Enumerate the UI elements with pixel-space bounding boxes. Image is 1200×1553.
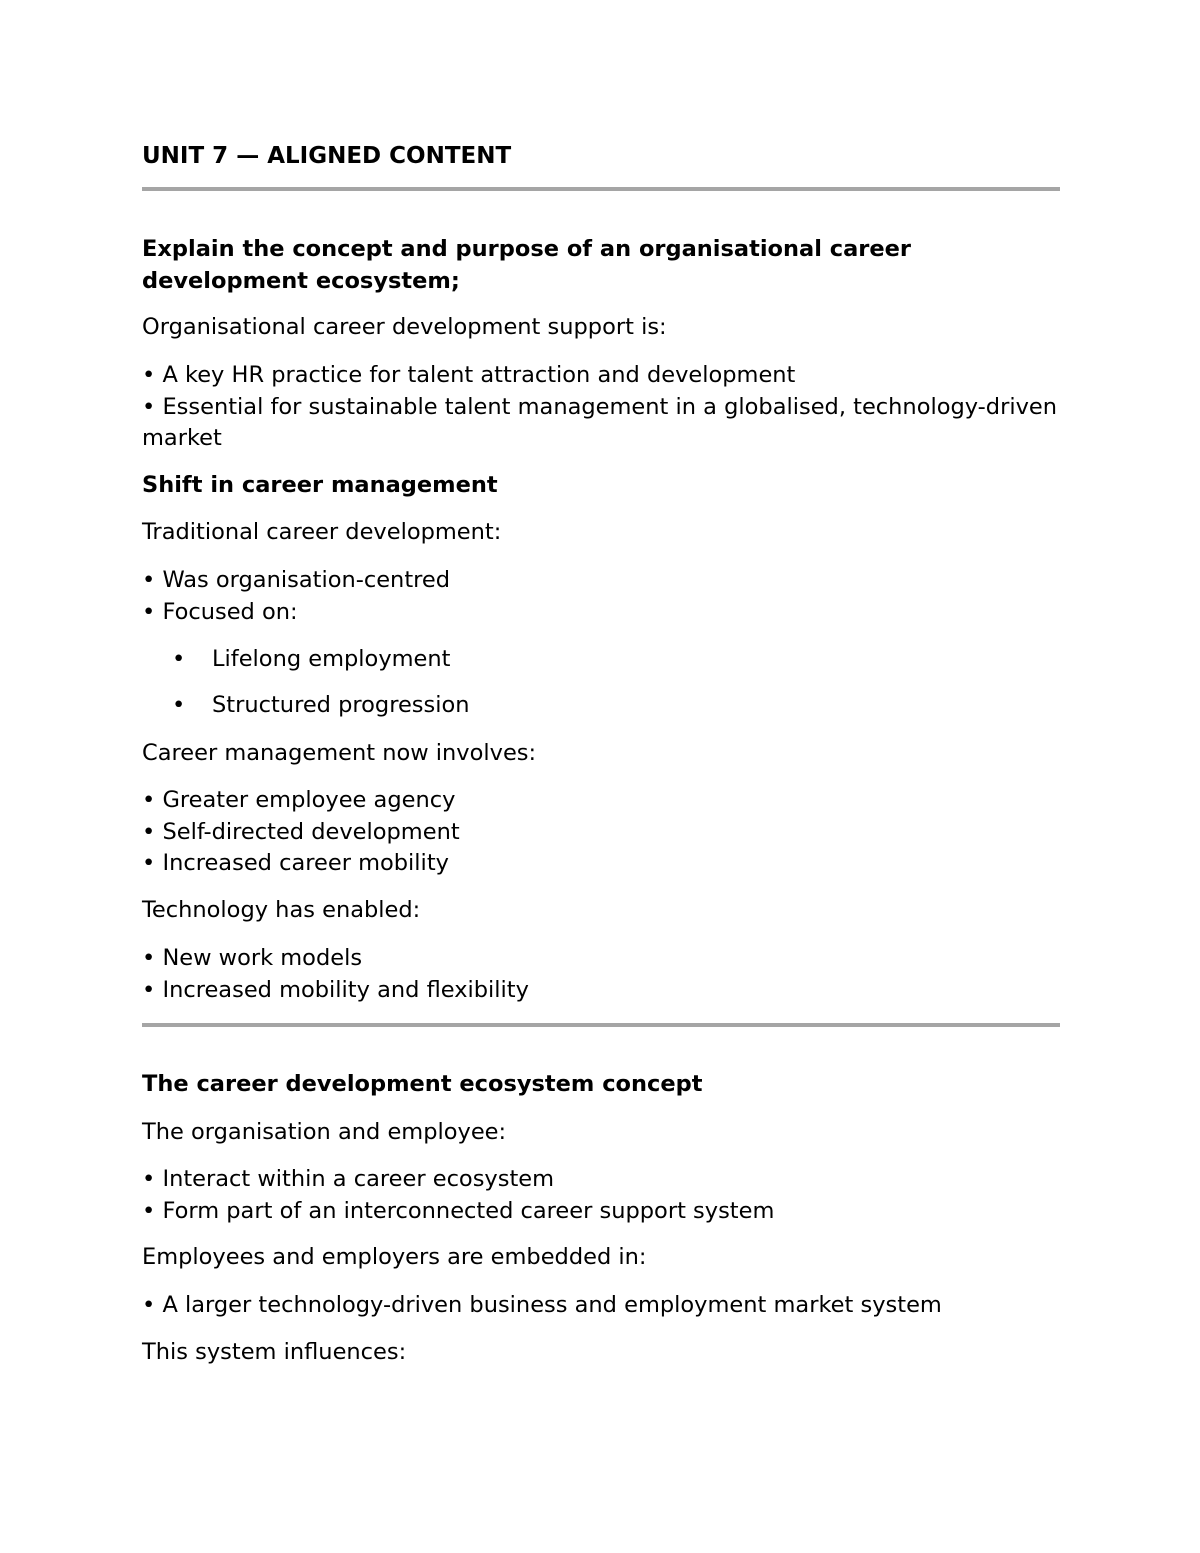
list-item-text: Interact within a career ecosystem <box>162 1166 555 1192</box>
paragraph-block <box>142 738 1060 770</box>
paragraph-block <box>142 1242 1060 1274</box>
bullet-list <box>142 360 1060 455</box>
list-item-text: Greater employee agency <box>162 787 456 813</box>
sub-bullet-list <box>142 690 1060 722</box>
bullet-icon: • <box>142 976 156 1003</box>
paragraph-block <box>142 1337 1060 1369</box>
list-item <box>142 1290 1060 1322</box>
section-heading-block <box>142 1069 1060 1101</box>
list-item <box>142 565 1060 597</box>
bullet-icon: • <box>142 1166 156 1192</box>
bullet-list <box>142 943 1060 1006</box>
sub-bullet-list <box>142 644 1060 676</box>
list-item <box>142 360 1060 392</box>
sub-bullet-list-block <box>142 644 1060 676</box>
list-item-text: Increased mobility and flexibility <box>162 976 529 1003</box>
section-heading: The career development ecosystem concept <box>142 1071 703 1097</box>
bullet-list-block <box>142 565 1060 628</box>
list-item-text: Self-directed development <box>162 818 460 845</box>
section-heading: Explain the concept and purpose of an organisational career development ecosystem; <box>142 236 911 294</box>
list-item <box>142 848 1060 880</box>
bullet-list-block <box>142 943 1060 1006</box>
list-item <box>142 1196 1060 1228</box>
sub-list-item <box>142 644 1060 676</box>
list-item <box>142 975 1060 1007</box>
subheading: Shift in career management <box>142 472 498 498</box>
bullet-list <box>142 1164 1060 1227</box>
bullet-list-block <box>142 1164 1060 1227</box>
bullet-icon: • <box>142 567 156 593</box>
list-item <box>142 943 1060 975</box>
bullet-icon: • <box>142 362 156 388</box>
section-heading-block <box>142 234 1060 297</box>
bullet-icon: • <box>142 393 156 420</box>
list-item-text: Form part of an interconnected career support system <box>162 1197 775 1224</box>
bullet-list <box>142 1290 1060 1322</box>
list-item-text: Increased career mobility <box>162 850 449 876</box>
list-item <box>142 392 1060 455</box>
list-item-text: Focused on: <box>162 598 298 625</box>
paragraph-block <box>142 1117 1060 1149</box>
list-item-text: Was organisation-centred <box>162 567 451 593</box>
list-item-text: A larger technology-driven business and employment market system <box>162 1292 942 1318</box>
unit-title: UNIT 7 — ALIGNED CONTENT <box>142 143 512 169</box>
list-item-text: Essential for sustainable talent management in a globalised, technology-driven market <box>142 393 1057 451</box>
bullet-icon: • <box>142 787 156 813</box>
subheading-block <box>142 470 1060 502</box>
bullet-list-block <box>142 360 1060 455</box>
sub-list-item <box>142 690 1060 722</box>
paragraph: Employees and employers are embedded in: <box>142 1244 647 1270</box>
bullet-list <box>142 565 1060 628</box>
list-item-text: New work models <box>162 945 363 971</box>
bullet-icon: • <box>142 1292 156 1318</box>
bullet-icon: • <box>172 646 186 672</box>
list-item-text: Structured progression <box>212 692 470 718</box>
paragraph: This system influences: <box>142 1339 407 1365</box>
horizontal-rule <box>142 1023 1060 1027</box>
bullet-list-block <box>142 785 1060 880</box>
paragraph-block <box>142 517 1060 549</box>
list-item-text: Lifelong employment <box>212 646 451 672</box>
paragraph: The organisation and employee: <box>142 1119 507 1145</box>
bullet-icon: • <box>142 598 156 625</box>
list-item <box>142 785 1060 817</box>
paragraph: Organisational career development support is: <box>142 314 667 340</box>
bullet-list-block <box>142 1290 1060 1322</box>
bullet-icon: • <box>142 945 156 971</box>
list-item-text: A key HR practice for talent attraction and development <box>162 362 796 388</box>
bullet-icon: • <box>142 818 156 845</box>
bullet-icon: • <box>142 850 156 876</box>
list-item <box>142 1164 1060 1196</box>
paragraph: Traditional career development: <box>142 519 502 545</box>
bullet-icon: • <box>172 692 186 718</box>
paragraph: Career management now involves: <box>142 740 537 766</box>
sub-bullet-list-block <box>142 690 1060 722</box>
paragraph-block <box>142 895 1060 927</box>
list-item <box>142 597 1060 629</box>
horizontal-rule <box>142 187 1060 191</box>
bullet-icon: • <box>142 1197 156 1224</box>
list-item <box>142 817 1060 849</box>
paragraph: Technology has enabled: <box>142 897 421 923</box>
bullet-list <box>142 785 1060 880</box>
paragraph-block <box>142 312 1060 344</box>
